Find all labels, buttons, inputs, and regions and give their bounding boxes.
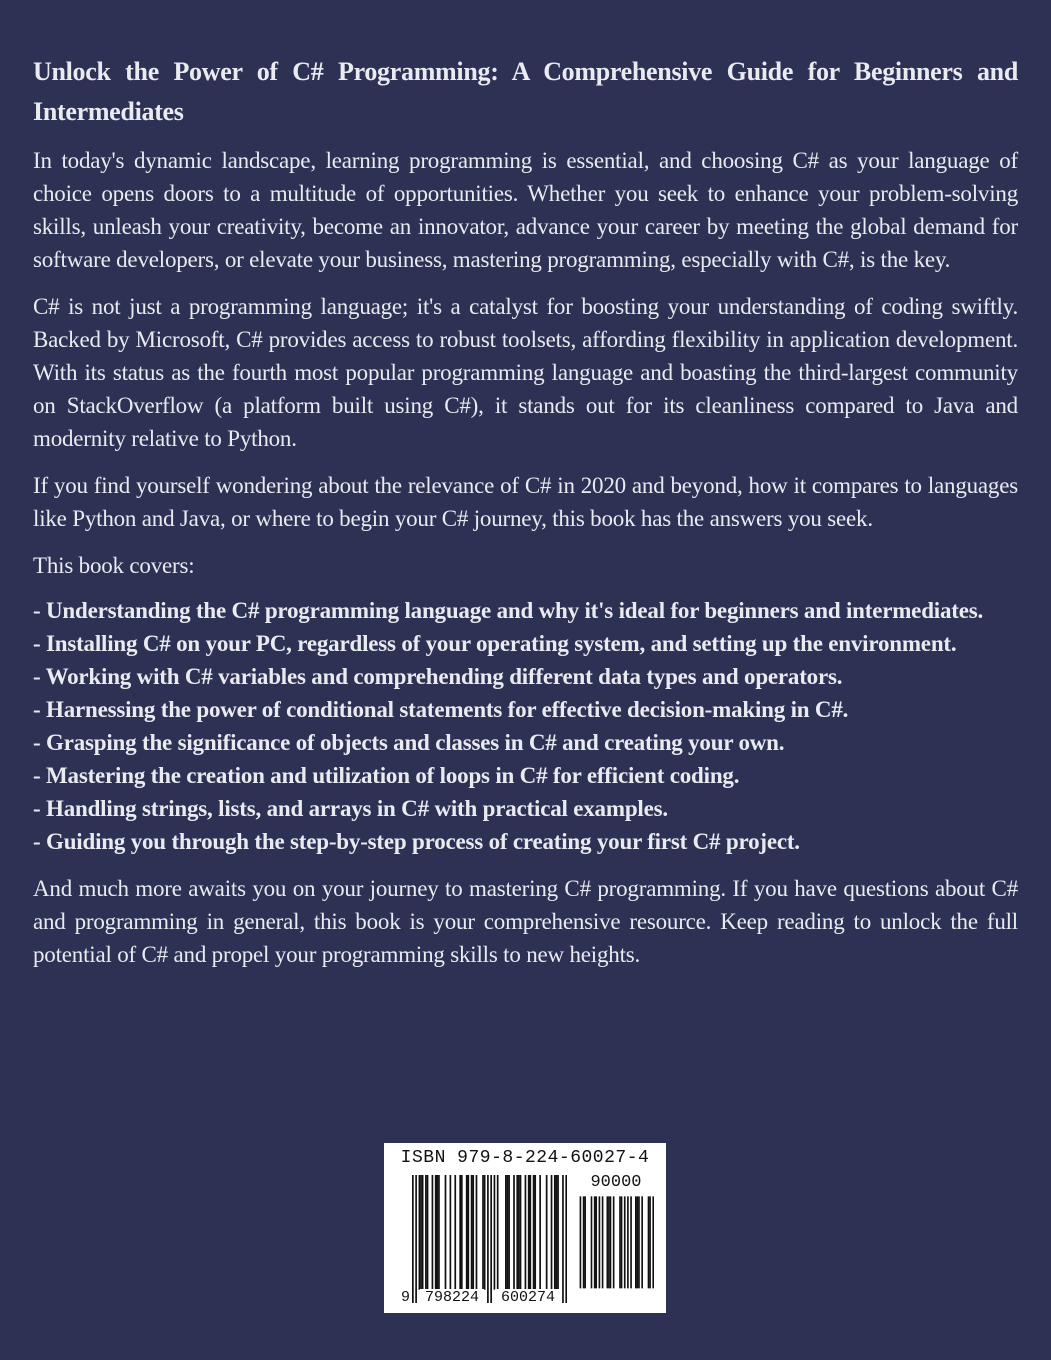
bullet-item: - Handling strings, lists, and arrays in C# with practical examples. [33, 796, 668, 821]
relevance-paragraph: If you find yourself wondering about the relevance of C# in 2020 and beyond, how it compares to languages like Python and Java, or where to begin your C# journey, this book has the answers you seek. [33, 473, 1018, 531]
bullet-list [33, 594, 1018, 858]
bullet-item: - Understanding the C# programming language and why it's ideal for beginners and intermediates. [33, 598, 984, 623]
bullet-item: - Installing C# on your PC, regardless of your operating system, and setting up the environment. [33, 631, 957, 656]
closing-paragraph: And much more awaits you on your journey to mastering C# programming. If you have questions about C# and programming in general, this book is your comprehensive resource. Keep reading to unlock the full potential of C# and propel your programming skills to new heights. [33, 876, 1018, 967]
bullet-item: - Guiding you through the step-by-step process of creating your first C# project. [33, 829, 800, 854]
language-paragraph: C# is not just a programming language; it's a catalyst for boosting your understanding of coding swiftly. Backed by Microsoft, C# provides access to robust toolsets, affording flexibility in application development. With its status as the fourth most popular programming language and boasting the third-largest community on StackOverflow (a platform built using C#), it stands out for its cleanliness compared to Java and modernity relative to Python. [33, 294, 1018, 451]
bullet-item: - Harnessing the power of conditional statements for effective decision-making in C#. [33, 697, 849, 722]
barcode-box [384, 1143, 666, 1313]
intro-paragraph: In today's dynamic landscape, learning programming is essential, and choosing C# as your language of choice opens doors to a multitude of opportunities. Whether you seek to enhance your problem-solving skills, unleash your creativity, become an innovator, advance your career by meeting the global demand for software developers, or elevate your business, mastering programming, especially with C#, is the key. [33, 148, 1018, 272]
isbn-label: ISBN 979-8-224-60027-4 [400, 1148, 650, 1168]
back-cover-text [33, 52, 1018, 971]
barcode-digits-left: 798224 [420, 1289, 484, 1306]
barcode-supplement-value: 90000 [590, 1173, 642, 1192]
book-title: Unlock the Power of C# Programming: A Comprehensive Guide for Beginners and Intermediates [33, 57, 1018, 126]
ean13-barcode [412, 1175, 567, 1303]
ean5-supplement-barcode [578, 1175, 654, 1290]
barcode-digit-lead: 9 [400, 1289, 410, 1306]
bullet-item: - Grasping the significance of objects and classes in C# and creating your own. [33, 730, 785, 755]
barcode-digits-right: 600274 [495, 1289, 561, 1306]
bullet-item: - Working with C# variables and comprehending different data types and operators. [33, 664, 843, 689]
covers-heading: This book covers: [33, 553, 195, 578]
barcode-supplement [578, 1175, 654, 1290]
bullet-item: - Mastering the creation and utilization of loops in C# for efficient coding. [33, 763, 740, 788]
